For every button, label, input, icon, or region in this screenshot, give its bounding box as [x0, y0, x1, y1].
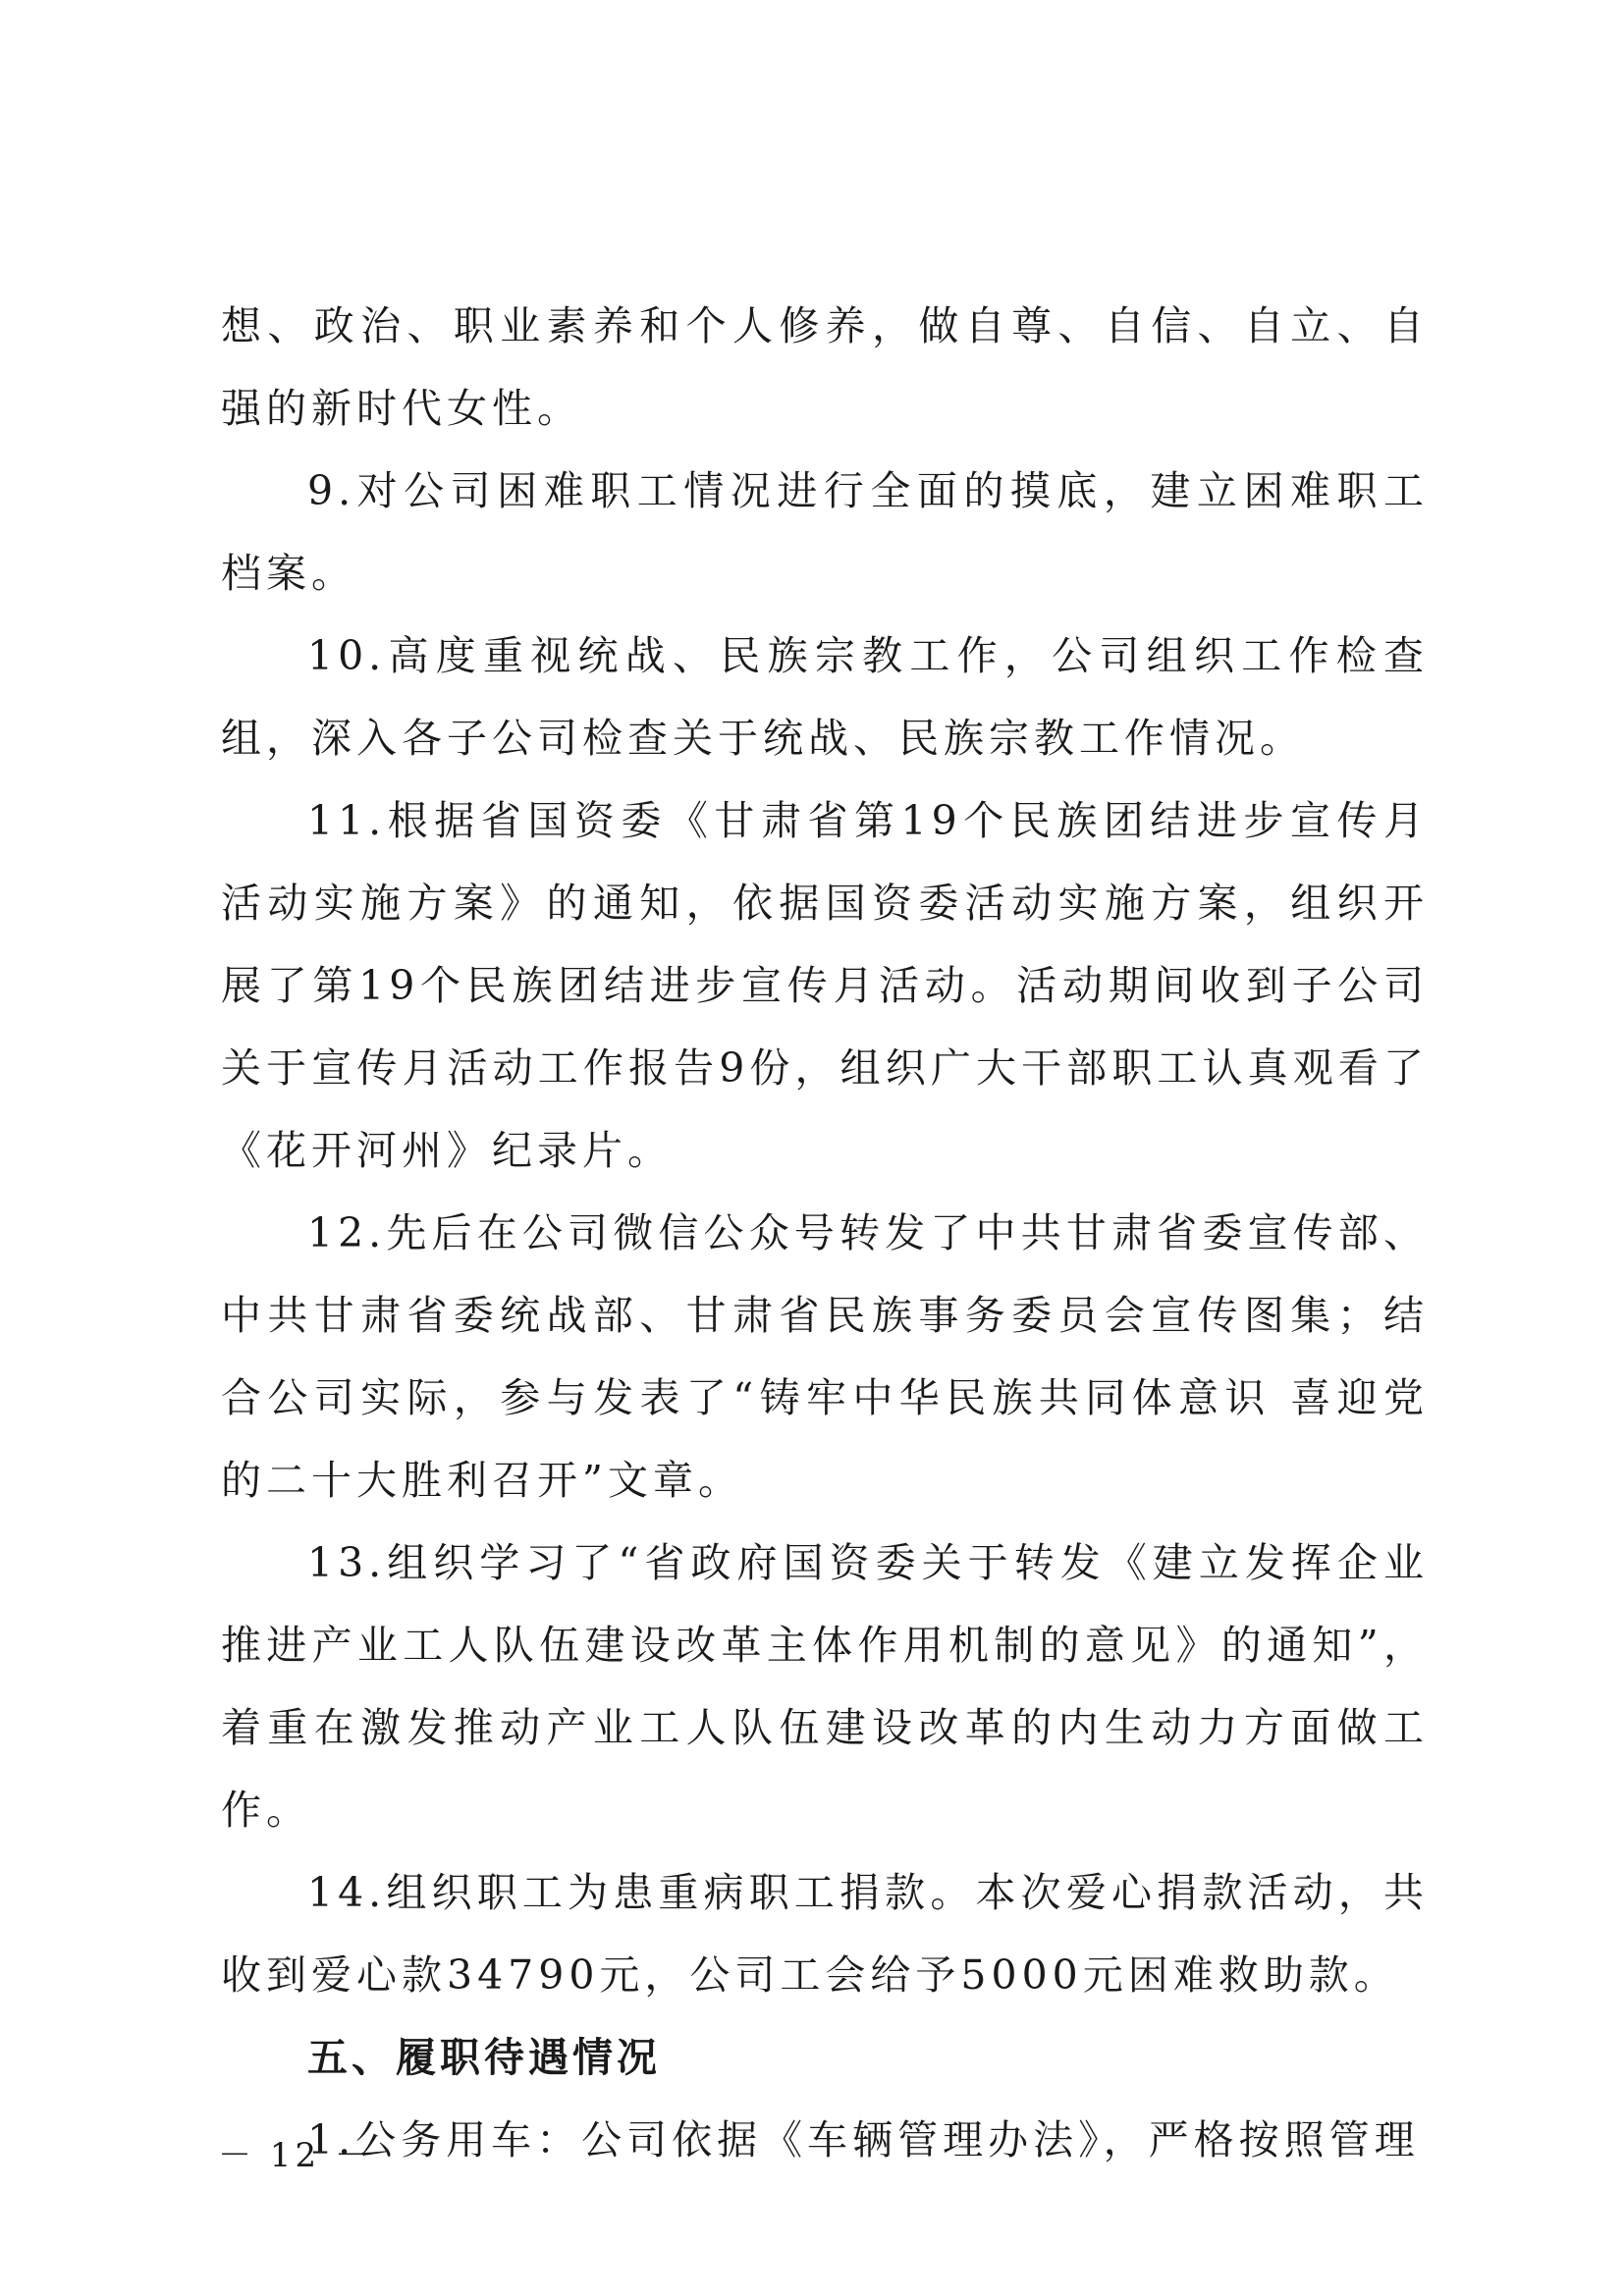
document-body	[221, 285, 1429, 2181]
paragraph-item-14: 14.组织职工为患重病职工捐款。本次爱心捐款活动，共收到爱心款34790元，公司工会给予5000元困难救助款。	[221, 1869, 1429, 1999]
paragraph-item-9: 9.对公司困难职工情况进行全面的摸底，建立困难职工档案。	[221, 467, 1429, 597]
paragraph-item-11: 11.根据省国资委《甘肃省第19个民族团结进步宣传月活动实施方案》的通知，依据国资委活动实施方案，组织开展了第19个民族团结进步宣传月活动。活动期间收到子公司关于宣传月活动工作报告9份，组织广大干部职工认真观看了《花开河州》纪录片。	[221, 797, 1429, 1174]
paragraph-item-12: 12.先后在公司微信公众号转发了中共甘肃省委宣传部、中共甘肃省委统战部、甘肃省民族事务委员会宣传图集；结合公司实际，参与发表了“铸牢中华民族共同体意识 喜迎党的二十大胜利召开”文章。	[221, 1209, 1429, 1504]
section-heading: 五、履职待遇情况	[307, 2034, 661, 2081]
paragraph-item-10: 10.高度重视统战、民族宗教工作，公司组织工作检查组，深入各子公司检查关于统战、民族宗教工作情况。	[221, 632, 1429, 762]
page-number: － 12 －	[218, 2136, 372, 2175]
paragraph-item-13: 13.组织学习了“省政府国资委关于转发《建立发挥企业推进产业工人队伍建设改革主体作用机制的意见》的通知”，着重在激发推动产业工人队伍建设改革的内生动力方面做工作。	[221, 1539, 1429, 1834]
paragraph-continuation: 想、政治、职业素养和个人修养，做自尊、自信、自立、自强的新时代女性。	[221, 302, 1429, 432]
paragraph-section5-item-1: 1.公务用车：公司依据《车辆管理办法》，严格按照管理	[307, 2116, 1420, 2163]
